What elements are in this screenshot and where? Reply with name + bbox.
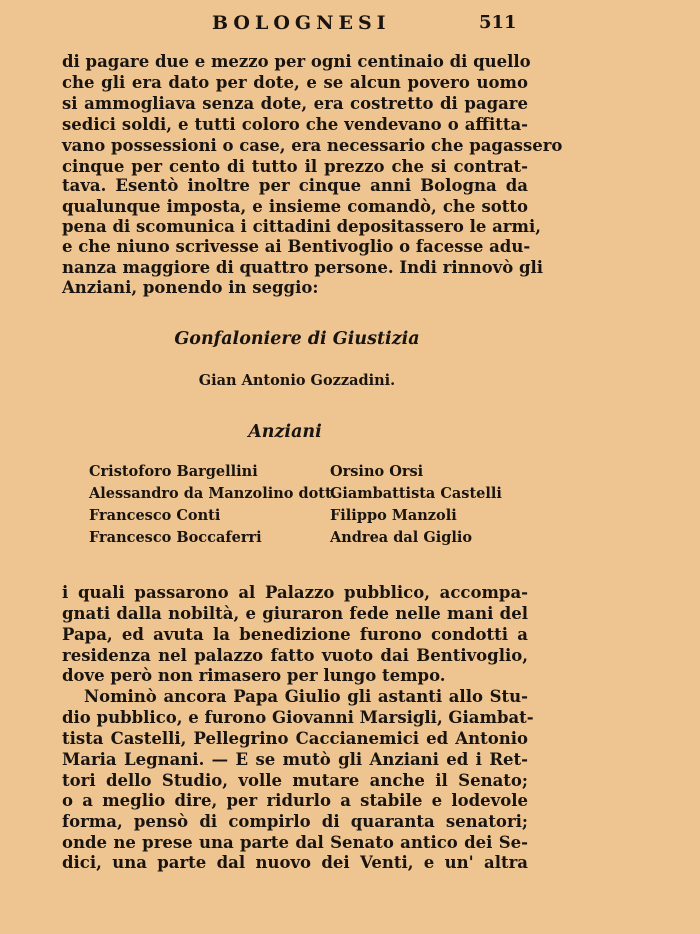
- text-line: vano possessioni o case, era necessario che pagassero: [62, 136, 563, 155]
- text-line: dio pubblico, e furono Giovanni Marsigli, Giambat-: [62, 708, 534, 727]
- text-line: o a meglio dire, per ridurlo a stabile e lodevole: [62, 791, 528, 810]
- anziani-heading: Anziani: [248, 422, 322, 442]
- text-line: si ammogliava senza dote, era costretto di pagare: [62, 94, 528, 113]
- text-line: che gli era dato per dote, e se alcun povero uomo: [62, 73, 528, 92]
- gonfaloniere-name: Gian Antonio Gozzadini.: [198, 372, 396, 389]
- text-line: gnati dalla nobiltà, e giuraron fede nelle mani del: [62, 604, 528, 623]
- text-line: dove però non rimasero per lungo tempo.: [62, 666, 446, 685]
- text-line: sedici soldi, e tutti coloro che vendevano o affitta-: [62, 115, 528, 134]
- text-line: nanza maggiore di quattro persone. Indi rinnovò gli: [62, 258, 544, 277]
- text-line: cinque per cento di tutto il prezzo che si contrat-: [62, 157, 528, 176]
- text-line: Papa, ed avuta la benedizione furono condotti a: [62, 625, 528, 644]
- text-line: Nominò ancora Papa Giulio gli astanti allo Stu-: [84, 687, 528, 706]
- anziano-name: Francesco Boccaferri: [89, 529, 262, 546]
- anziano-name: Cristoforo Bargellini: [89, 463, 258, 480]
- text-line: tori dello Studio, volle mutare anche il Senato;: [62, 771, 528, 790]
- text-line: dici, una parte dal nuovo dei Venti, e un' altra: [62, 853, 528, 872]
- text-line: tista Castelli, Pellegrino Caccianemici ed Antonio: [62, 729, 528, 748]
- anziano-name: Orsino Orsi: [330, 463, 424, 480]
- text-line: qualunque imposta, e insieme comandò, che sotto: [62, 197, 528, 216]
- text-line: tava. Esentò inoltre per cinque anni Bologna da: [62, 176, 528, 195]
- page-header: [0, 12, 700, 38]
- anziano-name: Filippo Manzoli: [330, 507, 457, 524]
- text-line: i quali passarono al Palazzo pubblico, accompa-: [62, 583, 528, 602]
- gonfaloniere-heading: Gonfaloniere di Giustizia: [174, 329, 420, 349]
- text-line: Anziani, ponendo in seggio:: [62, 278, 319, 297]
- anziano-name: Francesco Conti: [89, 507, 221, 524]
- text-line: residenza nel palazzo fatto vuoto dai Bentivoglio,: [62, 646, 528, 665]
- text-line: pena di scomunica i cittadini depositassero le armi,: [62, 217, 541, 236]
- anziano-name: Giambattista Castelli: [330, 485, 502, 502]
- text-line: Maria Legnani. — E se mutò gli Anziani ed i Ret-: [62, 750, 528, 769]
- anziano-name: Andrea dal Giglio: [330, 529, 473, 546]
- anziano-name: Alessandro da Manzolino dott.: [89, 485, 337, 502]
- text-line: di pagare due e mezzo per ogni centinaio di quello: [62, 52, 531, 71]
- text-line: forma, pensò di compirlo di quaranta senatori;: [62, 812, 528, 831]
- running-head: BOLOGNESI: [212, 12, 391, 34]
- text-line: onde ne prese una parte dal Senato antico dei Se-: [62, 833, 528, 852]
- page-number: 511: [479, 12, 517, 33]
- text-line: e che niuno scrivesse ai Bentivoglio o facesse adu-: [62, 237, 531, 256]
